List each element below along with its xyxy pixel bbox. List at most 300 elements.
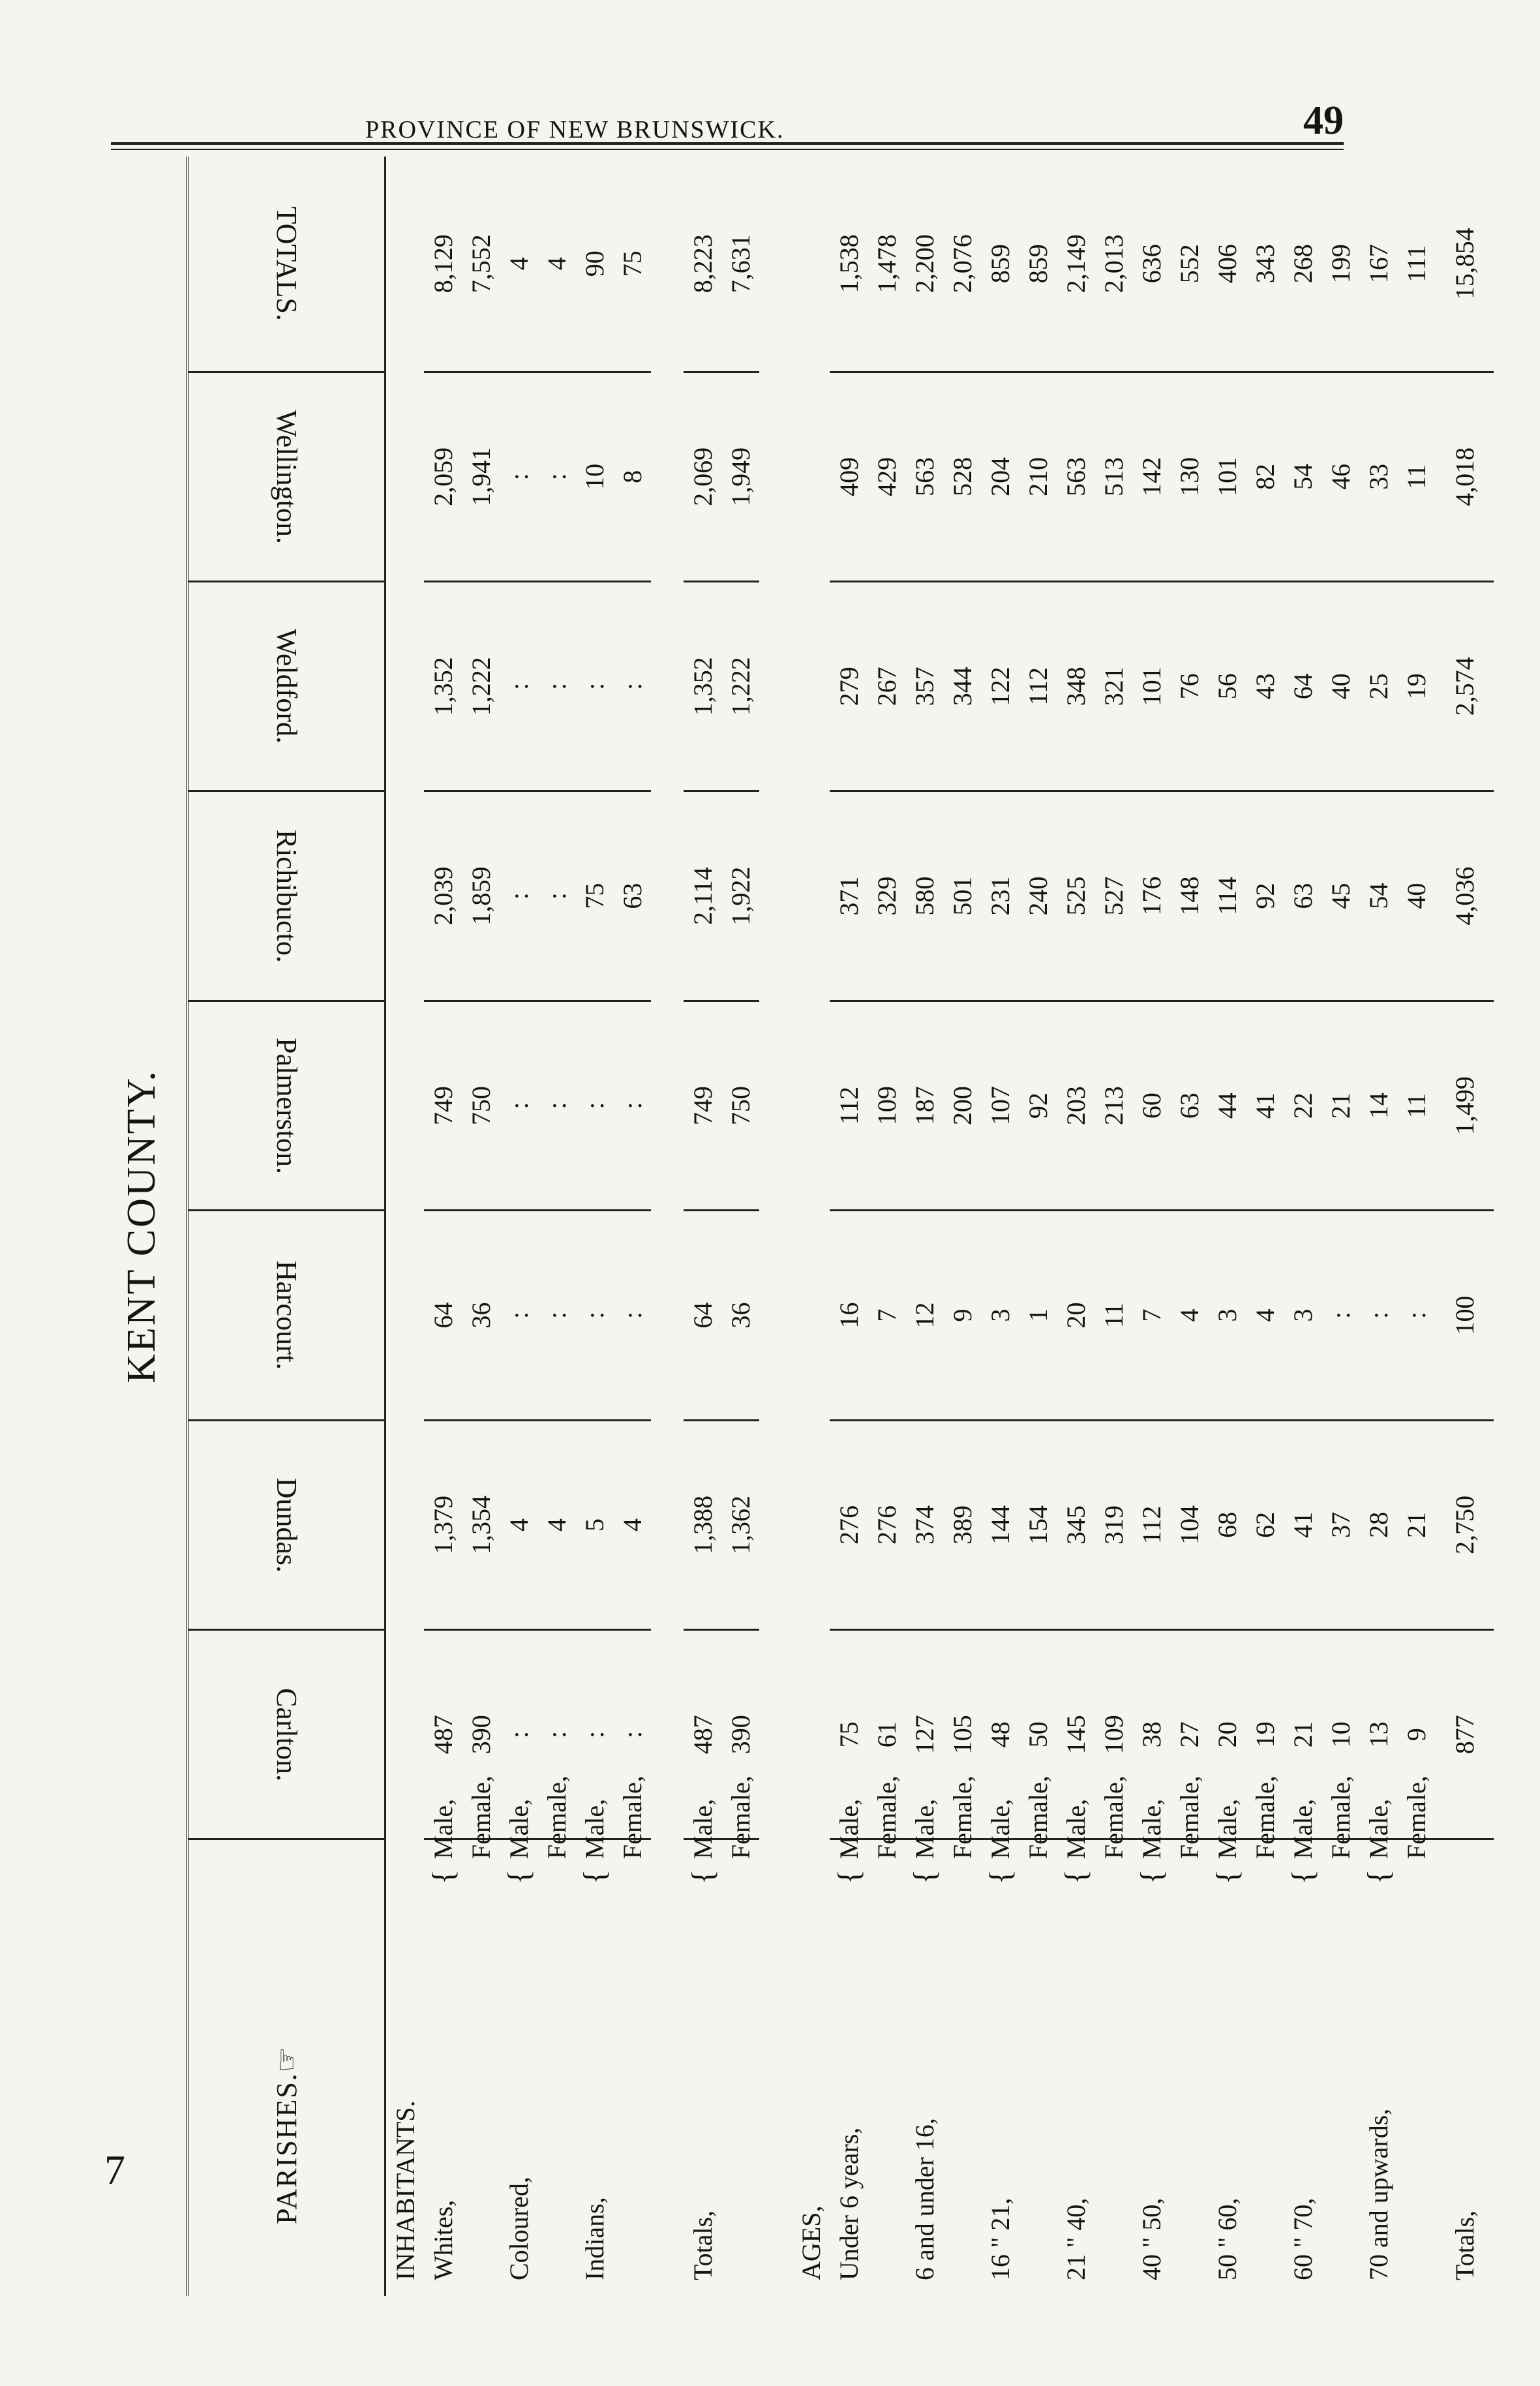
spacer-row: [759, 157, 792, 2296]
table-cell: 41: [1246, 1001, 1284, 1210]
table-cell: 750: [462, 1001, 500, 1210]
table-row: [1208, 157, 1246, 2296]
row-label: [943, 1970, 981, 2296]
table-cell: 63: [1170, 1001, 1208, 1210]
column-header: TOTALS.: [187, 157, 385, 372]
row-sex: Female,: [1401, 1775, 1431, 1859]
table-cell: 204: [981, 372, 1019, 581]
table-cell: 389: [943, 1420, 981, 1629]
table-cell: :: [500, 582, 537, 791]
table-cell: 2,114: [684, 791, 721, 1001]
table-cell: 33: [1359, 372, 1397, 581]
table-cell: 28: [1359, 1420, 1397, 1629]
table-cell: 92: [1246, 791, 1284, 1001]
table-cell: 528: [943, 372, 981, 581]
brace-mark: {: [1285, 1869, 1320, 1885]
table-cell: 4: [537, 1420, 575, 1629]
row-sex: Female,: [947, 1775, 977, 1859]
table-row: [500, 157, 537, 2296]
row-sex: Male,: [1212, 1798, 1242, 1859]
page-header: [365, 98, 1344, 144]
brace-mark: {: [1058, 1869, 1093, 1885]
table-cell: 357: [905, 582, 943, 791]
signature-mark: 7: [104, 2147, 125, 2193]
row-sex: Male,: [428, 1798, 458, 1859]
table-row: [1284, 157, 1321, 2296]
table-row: [613, 157, 651, 2296]
table-cell: 82: [1246, 372, 1284, 581]
brace-mark: [537, 1865, 575, 1970]
table-cell: 114: [1208, 791, 1246, 1001]
table-cell: 63: [613, 791, 651, 1001]
table-cell: 154: [1019, 1420, 1057, 1629]
parishes-label: PARISHES.☞: [187, 1839, 385, 2296]
table-cell: :: [613, 1211, 651, 1420]
row-sex: Male,: [687, 1798, 717, 1859]
table-cell: 525: [1057, 791, 1095, 1001]
row-sex: Male,: [1061, 1798, 1091, 1859]
row-sex: Female,: [1098, 1775, 1128, 1859]
table-row: [684, 157, 721, 2296]
table-cell: 107: [981, 1001, 1019, 1210]
table-cell: :: [1359, 1211, 1397, 1420]
table-cell: 580: [905, 791, 943, 1001]
table-cell: 429: [868, 372, 905, 581]
table-row: [1132, 157, 1170, 2296]
table-cell: 8,223: [684, 157, 721, 372]
table-cell: 45: [1321, 791, 1359, 1001]
row-label: [1321, 1970, 1359, 2296]
table-cell: 50: [1019, 1630, 1057, 1839]
table-cell: 267: [868, 582, 905, 791]
table-cell: :: [575, 1630, 613, 1839]
table-cell: 859: [1019, 157, 1057, 372]
table-cell: 487: [424, 1630, 462, 1839]
table-cell: 43: [1246, 582, 1284, 791]
brace-mark: [462, 1865, 500, 1970]
brace-mark: [1019, 1865, 1057, 1970]
row-sex: Female,: [541, 1775, 571, 1859]
table-cell: 54: [1359, 791, 1397, 1001]
table-row: [1170, 157, 1208, 2296]
column-header: Richibucto.: [187, 791, 385, 1001]
grand-total-cell: 15,854: [1435, 157, 1494, 372]
table-cell: 14: [1359, 1001, 1397, 1210]
table-row: [1397, 157, 1435, 2296]
table-cell: :: [575, 1211, 613, 1420]
row-label: [1397, 1970, 1435, 2296]
table-row: [905, 157, 943, 2296]
table-cell: :: [500, 1001, 537, 1210]
brace-mark: {: [831, 1869, 866, 1885]
table-cell: 38: [1132, 1630, 1170, 1839]
grand-total-cell: 4,036: [1435, 791, 1494, 1001]
table-cell: 19: [1397, 582, 1435, 791]
table-cell: 19: [1246, 1630, 1284, 1839]
table-cell: 122: [981, 582, 1019, 791]
table-cell: 64: [424, 1211, 462, 1420]
table-cell: 1,354: [462, 1420, 500, 1629]
table-cell: 5: [575, 1420, 613, 1629]
table-cell: 1,949: [721, 372, 759, 581]
row-sex: Male,: [1288, 1798, 1318, 1859]
table-row: [830, 157, 868, 2296]
table-cell: 343: [1246, 157, 1284, 372]
table-cell: 54: [1284, 372, 1321, 581]
brace-mark: {: [425, 1869, 460, 1885]
table-row: [721, 157, 759, 2296]
row-label: Under 6 years,: [834, 2127, 864, 2280]
row-sex: Male,: [834, 1798, 864, 1859]
table-cell: 4: [1170, 1211, 1208, 1420]
table-cell: 112: [830, 1001, 868, 1210]
table-cell: 63: [1284, 791, 1321, 1001]
table-cell: 344: [943, 582, 981, 791]
row-label: 40 " 50,: [1136, 2197, 1166, 2280]
row-sex: Female,: [1174, 1775, 1204, 1859]
brace-mark: {: [907, 1869, 942, 1885]
column-header: Harcourt.: [187, 1211, 385, 1420]
table-cell: 21: [1397, 1420, 1435, 1629]
column-header: Wellington.: [187, 372, 385, 581]
table-cell: 3: [981, 1211, 1019, 1420]
table-row: [1095, 157, 1132, 2296]
table-cell: 390: [721, 1630, 759, 1839]
table-cell: 200: [943, 1001, 981, 1210]
table-cell: 406: [1208, 157, 1246, 372]
table-cell: 101: [1132, 582, 1170, 791]
census-table-rotated: [98, 157, 1479, 2296]
table-cell: 76: [1170, 582, 1208, 791]
table-cell: 749: [424, 1001, 462, 1210]
table-cell: 75: [613, 157, 651, 372]
table-cell: 46: [1321, 372, 1359, 581]
row-label: [1246, 1970, 1284, 2296]
table-cell: 750: [721, 1001, 759, 1210]
table-cell: 8: [613, 372, 651, 581]
table-cell: 90: [575, 157, 613, 372]
table-cell: :: [1321, 1211, 1359, 1420]
table-cell: 2,076: [943, 157, 981, 372]
row-sex: Male,: [1363, 1798, 1393, 1859]
table-cell: 348: [1057, 582, 1095, 791]
table-cell: 552: [1170, 157, 1208, 372]
table-cell: :: [613, 582, 651, 791]
brace-mark: {: [1209, 1869, 1245, 1885]
table-cell: 1,922: [721, 791, 759, 1001]
table-row: [575, 157, 613, 2296]
table-cell: 749: [684, 1001, 721, 1210]
grand-total-row: [1435, 157, 1494, 2296]
table-cell: 22: [1284, 1001, 1321, 1210]
header-rule-thin: [111, 149, 1344, 150]
row-label: Indians,: [579, 2197, 609, 2280]
brace-mark: [1321, 1865, 1359, 1970]
table-cell: 1,362: [721, 1420, 759, 1629]
table-cell: 112: [1132, 1420, 1170, 1629]
table-cell: 68: [1208, 1420, 1246, 1629]
table-cell: 176: [1132, 791, 1170, 1001]
table-row: [1359, 157, 1397, 2296]
table-cell: 44: [1208, 1001, 1246, 1210]
table-cell: 276: [830, 1420, 868, 1629]
table-cell: 37: [1321, 1420, 1359, 1629]
table-cell: 75: [575, 791, 613, 1001]
grand-total-cell: 4,018: [1435, 372, 1494, 581]
table-cell: 36: [721, 1211, 759, 1420]
table-cell: 2,059: [424, 372, 462, 581]
row-sex: Female,: [725, 1775, 755, 1859]
table-cell: 105: [943, 1630, 981, 1839]
table-cell: 7,631: [721, 157, 759, 372]
column-header: Weldford.: [187, 582, 385, 791]
table-cell: :: [537, 1630, 575, 1839]
table-cell: 203: [1057, 1001, 1095, 1210]
table-cell: 563: [905, 372, 943, 581]
brace-mark: {: [501, 1869, 536, 1885]
table-cell: 8,129: [424, 157, 462, 372]
row-sex: Female,: [617, 1775, 647, 1859]
table-cell: 513: [1095, 372, 1132, 581]
table-cell: 187: [905, 1001, 943, 1210]
table-cell: 210: [1019, 372, 1057, 581]
table-cell: 41: [1284, 1420, 1321, 1629]
table-cell: 4: [613, 1420, 651, 1629]
table-cell: 20: [1057, 1211, 1095, 1420]
table-cell: 345: [1057, 1420, 1095, 1629]
spacer-row: [651, 157, 684, 2296]
table-cell: :: [537, 582, 575, 791]
column-header: Palmerston.: [187, 1001, 385, 1210]
brace-mark: [943, 1865, 981, 1970]
brace-mark: [1397, 1865, 1435, 1970]
table-cell: 130: [1170, 372, 1208, 581]
table-cell: 104: [1170, 1420, 1208, 1629]
table-cell: 60: [1132, 1001, 1170, 1210]
spacer: [759, 157, 792, 2296]
table-cell: :: [537, 1211, 575, 1420]
brace-mark: [868, 1865, 905, 1970]
table-cell: 111: [1397, 157, 1435, 372]
table-cell: 859: [981, 157, 1019, 372]
row-label: 6 and under 16,: [909, 2118, 939, 2280]
table-cell: :: [613, 1630, 651, 1839]
table-cell: 409: [830, 372, 868, 581]
table-row: [868, 157, 905, 2296]
table-cell: 1,478: [868, 157, 905, 372]
row-label: 70 and upwards,: [1363, 2108, 1393, 2280]
table-cell: 231: [981, 791, 1019, 1001]
table-cell: 4: [500, 1420, 537, 1629]
row-label: Coloured,: [504, 2177, 534, 2280]
county-row: [98, 157, 187, 2296]
row-sex: Female,: [1250, 1775, 1280, 1859]
table-cell: 1,941: [462, 372, 500, 581]
section-heading: INHABITANTS.: [390, 2100, 420, 2280]
table-cell: :: [500, 1211, 537, 1420]
table-cell: 4: [500, 157, 537, 372]
table-cell: :: [537, 1001, 575, 1210]
table-cell: 109: [868, 1001, 905, 1210]
table-cell: :: [537, 791, 575, 1001]
table-body: [98, 157, 1494, 2296]
census-table: [98, 157, 1494, 2296]
table-cell: 390: [462, 1630, 500, 1839]
table-cell: 1,222: [462, 582, 500, 791]
brace-mark: {: [1134, 1869, 1169, 1885]
table-cell: 7: [868, 1211, 905, 1420]
row-sex: Female,: [871, 1775, 901, 1859]
column-header-row: [187, 157, 385, 2296]
table-cell: 2,149: [1057, 157, 1095, 372]
table-cell: :: [575, 582, 613, 791]
table-row: [537, 157, 575, 2296]
row-label: [1019, 1970, 1057, 2296]
table-row: [943, 157, 981, 2296]
table-cell: :: [500, 791, 537, 1001]
row-sex: Male,: [909, 1798, 939, 1859]
row-sex: Female,: [466, 1775, 496, 1859]
table-cell: 142: [1132, 372, 1170, 581]
table-cell: 1,859: [462, 791, 500, 1001]
row-label: [1095, 1970, 1132, 2296]
table-cell: :: [1397, 1211, 1435, 1420]
table-cell: 1,379: [424, 1420, 462, 1629]
table-cell: 9: [943, 1211, 981, 1420]
table-cell: 3: [1284, 1211, 1321, 1420]
table-cell: 21: [1284, 1630, 1321, 1839]
column-header: Carlton.: [187, 1630, 385, 1839]
table-cell: 1,352: [424, 582, 462, 791]
table-cell: 563: [1057, 372, 1095, 581]
table-cell: 16: [830, 1211, 868, 1420]
grand-total-cell: 877: [1435, 1630, 1494, 1839]
table-cell: 9: [1397, 1630, 1435, 1839]
table-cell: 64: [684, 1211, 721, 1420]
table-cell: 40: [1321, 582, 1359, 791]
row-label: 21 " 40,: [1061, 2197, 1091, 2280]
table-row: [1019, 157, 1057, 2296]
table-cell: 20: [1208, 1630, 1246, 1839]
table-cell: 374: [905, 1420, 943, 1629]
row-label: 16 " 21,: [985, 2197, 1015, 2280]
table-cell: 276: [868, 1420, 905, 1629]
table-row: [1057, 157, 1095, 2296]
header-rule: [111, 142, 1344, 145]
grand-total-cell: 100: [1435, 1211, 1494, 1420]
county-title: KENT COUNTY.: [98, 157, 187, 2296]
section-heading: AGES,: [796, 2205, 826, 2280]
brace-mark: {: [982, 1869, 1018, 1885]
table-cell: 240: [1019, 791, 1057, 1001]
table-cell: 3: [1208, 1211, 1246, 1420]
table-cell: 11: [1397, 372, 1435, 581]
brace-mark: [1095, 1865, 1132, 1970]
table-cell: 1: [1019, 1211, 1057, 1420]
brace-mark: [613, 1865, 651, 1970]
table-cell: 21: [1321, 1001, 1359, 1210]
table-cell: 321: [1095, 582, 1132, 791]
table-cell: 1,352: [684, 582, 721, 791]
table-cell: 279: [830, 582, 868, 791]
table-cell: 75: [830, 1630, 868, 1839]
grand-total-label: Totals,: [1449, 2210, 1479, 2280]
table-cell: 2,013: [1095, 157, 1132, 372]
row-label: 50 " 60,: [1212, 2197, 1242, 2280]
brace-mark: [721, 1865, 759, 1970]
table-cell: 167: [1359, 157, 1397, 372]
table-cell: 62: [1246, 1420, 1284, 1629]
row-label: [613, 1970, 651, 2296]
running-title: PROVINCE OF NEW BRUNSWICK.: [365, 116, 785, 143]
row-sex: Male,: [504, 1798, 534, 1859]
row-sex: Male,: [579, 1798, 609, 1859]
table-cell: 109: [1095, 1630, 1132, 1839]
table-cell: 7,552: [462, 157, 500, 372]
row-sex: Female,: [1023, 1775, 1053, 1859]
table-cell: 1,222: [721, 582, 759, 791]
row-label: [721, 1970, 759, 2296]
table-cell: 11: [1397, 1001, 1435, 1210]
row-label: Whites,: [428, 2199, 458, 2280]
table-cell: 64: [1284, 582, 1321, 791]
column-header: Dundas.: [187, 1420, 385, 1629]
table-cell: 48: [981, 1630, 1019, 1839]
row-label: Totals,: [687, 2210, 717, 2280]
table-row: [462, 157, 500, 2296]
table-cell: 145: [1057, 1630, 1095, 1839]
row-sex: Male,: [985, 1798, 1015, 1859]
table-cell: 487: [684, 1630, 721, 1839]
table-cell: 7: [1132, 1211, 1170, 1420]
table-cell: 127: [905, 1630, 943, 1839]
table-cell: 61: [868, 1630, 905, 1839]
table-cell: 4: [1246, 1211, 1284, 1420]
table-cell: :: [500, 372, 537, 581]
spacer: [651, 157, 684, 2296]
table-cell: 56: [1208, 582, 1246, 791]
table-cell: 148: [1170, 791, 1208, 1001]
grand-total-cell: 1,499: [1435, 1001, 1494, 1210]
table-cell: 4: [537, 157, 575, 372]
table-cell: :: [575, 1001, 613, 1210]
row-sex: Male,: [1136, 1798, 1166, 1859]
table-cell: :: [613, 1001, 651, 1210]
table-cell: 199: [1321, 157, 1359, 372]
table-cell: 10: [1321, 1630, 1359, 1839]
brace-mark: {: [685, 1869, 720, 1885]
table-cell: 36: [462, 1211, 500, 1420]
row-label: [868, 1970, 905, 2296]
table-row: [1321, 157, 1359, 2296]
table-cell: 371: [830, 791, 868, 1001]
table-cell: 12: [905, 1211, 943, 1420]
section-row: [792, 157, 830, 2296]
table-cell: 319: [1095, 1420, 1132, 1629]
table-cell: 2,069: [684, 372, 721, 581]
table-cell: 501: [943, 791, 981, 1001]
brace-mark: [1246, 1865, 1284, 1970]
table-cell: 112: [1019, 582, 1057, 791]
table-cell: 213: [1095, 1001, 1132, 1210]
table-cell: 11: [1095, 1211, 1132, 1420]
row-label: [537, 1970, 575, 2296]
page-number: 49: [1303, 98, 1344, 143]
table-cell: :: [500, 1630, 537, 1839]
section-row: [385, 157, 425, 2296]
table-cell: 40: [1397, 791, 1435, 1001]
brace-mark: {: [577, 1869, 612, 1885]
